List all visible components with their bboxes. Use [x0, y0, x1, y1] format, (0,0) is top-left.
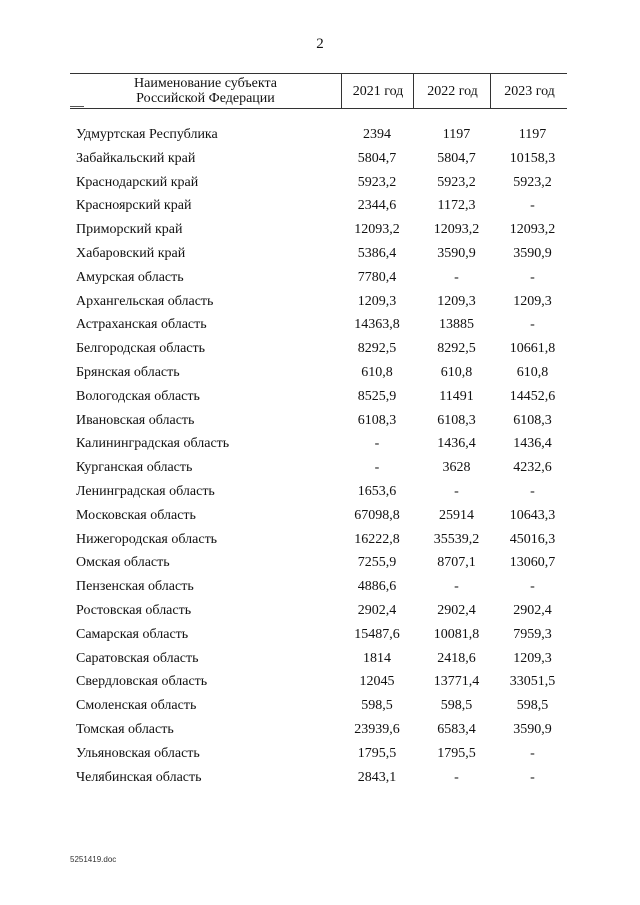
value-2022-cell: -	[454, 483, 459, 499]
region-name-cell: Архангельская область	[76, 293, 214, 309]
value-2022-cell: 25914	[439, 507, 474, 523]
value-2021-cell: 5386,4	[357, 245, 397, 261]
value-2021-cell: 12093,2	[354, 222, 400, 238]
value-2021-cell: 2902,4	[357, 602, 397, 618]
region-name-cell: Свердловская область	[76, 674, 208, 690]
table-row	[0, 433, 640, 457]
region-name-cell: Ивановская область	[76, 412, 195, 428]
region-name-cell: Белгородская область	[76, 341, 206, 357]
value-2022-cell: 12093,2	[433, 222, 480, 238]
value-2022-cell: 35539,2	[433, 531, 480, 547]
value-2021-cell: 5804,7	[357, 150, 397, 166]
table-row	[0, 624, 640, 648]
table-row	[0, 338, 640, 362]
value-2023-cell: 13060,7	[509, 555, 556, 571]
table-row	[0, 481, 640, 505]
table-header	[70, 73, 567, 109]
table-row	[0, 505, 640, 529]
region-name-cell: Приморский край	[76, 222, 183, 238]
table-row	[0, 600, 640, 624]
value-2021-cell: 2394	[363, 127, 391, 142]
value-2023-cell: -	[530, 317, 535, 333]
value-2021-cell: 598,5	[361, 698, 393, 714]
value-2021-cell: 2344,6	[357, 198, 397, 214]
value-2023-cell: 14452,6	[509, 388, 556, 404]
value-2021-cell: 4886,6	[357, 579, 397, 595]
value-2022-cell: -	[454, 769, 459, 785]
value-2021-cell: 8525,9	[357, 388, 397, 404]
table-row	[0, 767, 640, 791]
value-2021-cell: 67098,8	[354, 507, 400, 523]
value-2022-cell: 10081,8	[433, 626, 480, 642]
header-region-name	[70, 74, 341, 108]
value-2022-cell: 1197	[442, 127, 471, 142]
value-2023-cell: 3590,9	[513, 245, 552, 261]
value-2021-cell: 1795,5	[357, 745, 397, 761]
value-2021-cell: 610,8	[361, 364, 393, 380]
region-name-cell: Омская область	[76, 555, 170, 571]
table-row	[0, 362, 640, 386]
table-row	[0, 267, 640, 291]
region-name-cell: Брянская область	[76, 364, 180, 380]
header-name-line2: Российской Федерации	[136, 91, 275, 106]
header-year-2023: 2023 год	[490, 74, 568, 108]
value-2023-cell: 10643,3	[509, 507, 556, 523]
value-2023-cell: 610,8	[516, 364, 549, 380]
region-name-cell: Амурская область	[76, 269, 184, 285]
value-2022-cell: 1795,5	[437, 745, 476, 761]
value-2023-cell: 10158,3	[509, 150, 556, 166]
region-name-cell: Калининградская область	[76, 436, 230, 452]
region-name-cell: Ростовская область	[76, 602, 192, 618]
header-divider-mark	[70, 106, 84, 107]
value-2021-cell: 6108,3	[357, 412, 397, 428]
value-2022-cell: 2902,4	[437, 602, 476, 618]
value-2023-cell: 4232,6	[513, 460, 552, 476]
value-2021-cell: 1814	[363, 650, 391, 666]
region-name-cell: Нижегородская область	[76, 531, 218, 547]
value-2022-cell: 8292,5	[437, 341, 476, 357]
table-row	[0, 124, 640, 148]
value-2022-cell: 6108,3	[437, 412, 476, 428]
region-name-cell: Удмуртская Республика	[76, 127, 218, 142]
value-2021-cell: 23939,6	[354, 721, 400, 737]
region-name-cell: Красноярский край	[76, 198, 192, 214]
region-name-cell: Курганская область	[76, 460, 193, 476]
value-2023-cell: 1197	[518, 127, 547, 142]
value-2023-cell: -	[530, 769, 535, 785]
value-2021-cell: 8292,5	[357, 341, 397, 357]
header-year-2021: 2021 год	[341, 74, 414, 108]
value-2021-cell: 1653,6	[357, 483, 397, 499]
value-2022-cell: 3590,9	[437, 245, 476, 261]
value-2022-cell: 1172,3	[437, 198, 476, 214]
page-number: 2	[316, 36, 324, 52]
table-row	[0, 195, 640, 219]
table-row	[0, 743, 640, 767]
region-name-cell: Саратовская область	[76, 650, 199, 666]
value-2021-cell: 12045	[359, 674, 395, 690]
table-row	[0, 410, 640, 434]
value-2022-cell: -	[454, 579, 459, 595]
region-name-cell: Хабаровский край	[76, 245, 186, 261]
region-name-cell: Московская область	[76, 507, 196, 523]
value-2023-cell: 33051,5	[509, 674, 556, 690]
table-row	[0, 719, 640, 743]
region-name-cell: Краснодарский край	[76, 174, 199, 190]
value-2022-cell: 6583,4	[437, 721, 476, 737]
table-row	[0, 386, 640, 410]
table-row	[0, 552, 640, 576]
value-2022-cell: 610,8	[440, 364, 473, 380]
value-2022-cell: 3628	[442, 460, 471, 476]
value-2022-cell: 13885	[439, 317, 474, 333]
value-2023-cell: 3590,9	[513, 721, 552, 737]
value-2023-cell: 2902,4	[513, 602, 552, 618]
value-2022-cell: 2418,6	[437, 650, 476, 666]
value-2023-cell: -	[530, 269, 535, 285]
value-2023-cell: 45016,3	[509, 531, 556, 547]
region-name-cell: Забайкальский край	[76, 150, 196, 166]
value-2023-cell: -	[530, 745, 535, 761]
value-2022-cell: 8707,1	[437, 555, 476, 571]
value-2023-cell: 6108,3	[513, 412, 552, 428]
table-row	[0, 576, 640, 600]
table-row	[0, 314, 640, 338]
document-id: 5251419.doc	[70, 855, 117, 864]
value-2022-cell: 11491	[439, 388, 474, 404]
table-row	[0, 529, 640, 553]
table-row	[0, 148, 640, 172]
table-row	[0, 243, 640, 267]
region-name-cell: Ульяновская область	[76, 745, 200, 761]
region-name-cell: Челябинская область	[76, 769, 202, 785]
value-2023-cell: 10661,8	[509, 341, 556, 357]
table-row	[0, 457, 640, 481]
table-row	[0, 648, 640, 672]
value-2022-cell: 1436,4	[437, 436, 476, 452]
value-2021-cell: 1209,3	[357, 293, 397, 309]
region-name-cell: Астраханская область	[76, 317, 207, 333]
value-2023-cell: -	[530, 579, 535, 595]
region-name-cell: Смоленская область	[76, 698, 197, 714]
region-name-cell: Ленинградская область	[76, 483, 215, 499]
value-2021-cell: 15487,6	[354, 626, 400, 642]
value-2023-cell: 12093,2	[509, 222, 556, 238]
value-2023-cell: 598,5	[516, 698, 549, 714]
value-2021-cell: -	[374, 436, 380, 452]
value-2022-cell: 13771,4	[433, 674, 480, 690]
region-name-cell: Пензенская область	[76, 579, 194, 595]
table-row	[0, 671, 640, 695]
value-2023-cell: -	[530, 483, 535, 499]
value-2021-cell: 5923,2	[357, 174, 397, 190]
value-2022-cell: 1209,3	[437, 293, 476, 309]
table-row	[0, 219, 640, 243]
region-name-cell: Вологодская область	[76, 388, 200, 404]
value-2023-cell: 7959,3	[513, 626, 552, 642]
value-2021-cell: 7255,9	[357, 555, 397, 571]
header-year-2022: 2022 год	[413, 74, 491, 108]
value-2021-cell: -	[374, 460, 380, 476]
value-2023-cell: 5923,2	[513, 174, 552, 190]
header-name-line1: Наименование субъекта	[134, 76, 277, 91]
value-2023-cell: 1436,4	[513, 436, 552, 452]
value-2022-cell: 5804,7	[437, 150, 476, 166]
table-row	[0, 291, 640, 315]
value-2021-cell: 14363,8	[354, 317, 400, 333]
value-2021-cell: 2843,1	[357, 769, 397, 785]
value-2023-cell: -	[530, 198, 535, 214]
table-row	[0, 172, 640, 196]
value-2022-cell: 598,5	[440, 698, 473, 714]
table-row	[0, 695, 640, 719]
value-2023-cell: 1209,3	[513, 293, 552, 309]
value-2022-cell: 5923,2	[437, 174, 476, 190]
region-name-cell: Самарская область	[76, 626, 189, 642]
value-2022-cell: -	[454, 269, 459, 285]
region-name-cell: Томская область	[76, 721, 174, 737]
table-body	[0, 124, 640, 790]
value-2023-cell: 1209,3	[513, 650, 552, 666]
value-2021-cell: 7780,4	[357, 269, 397, 285]
value-2021-cell: 16222,8	[354, 531, 400, 547]
